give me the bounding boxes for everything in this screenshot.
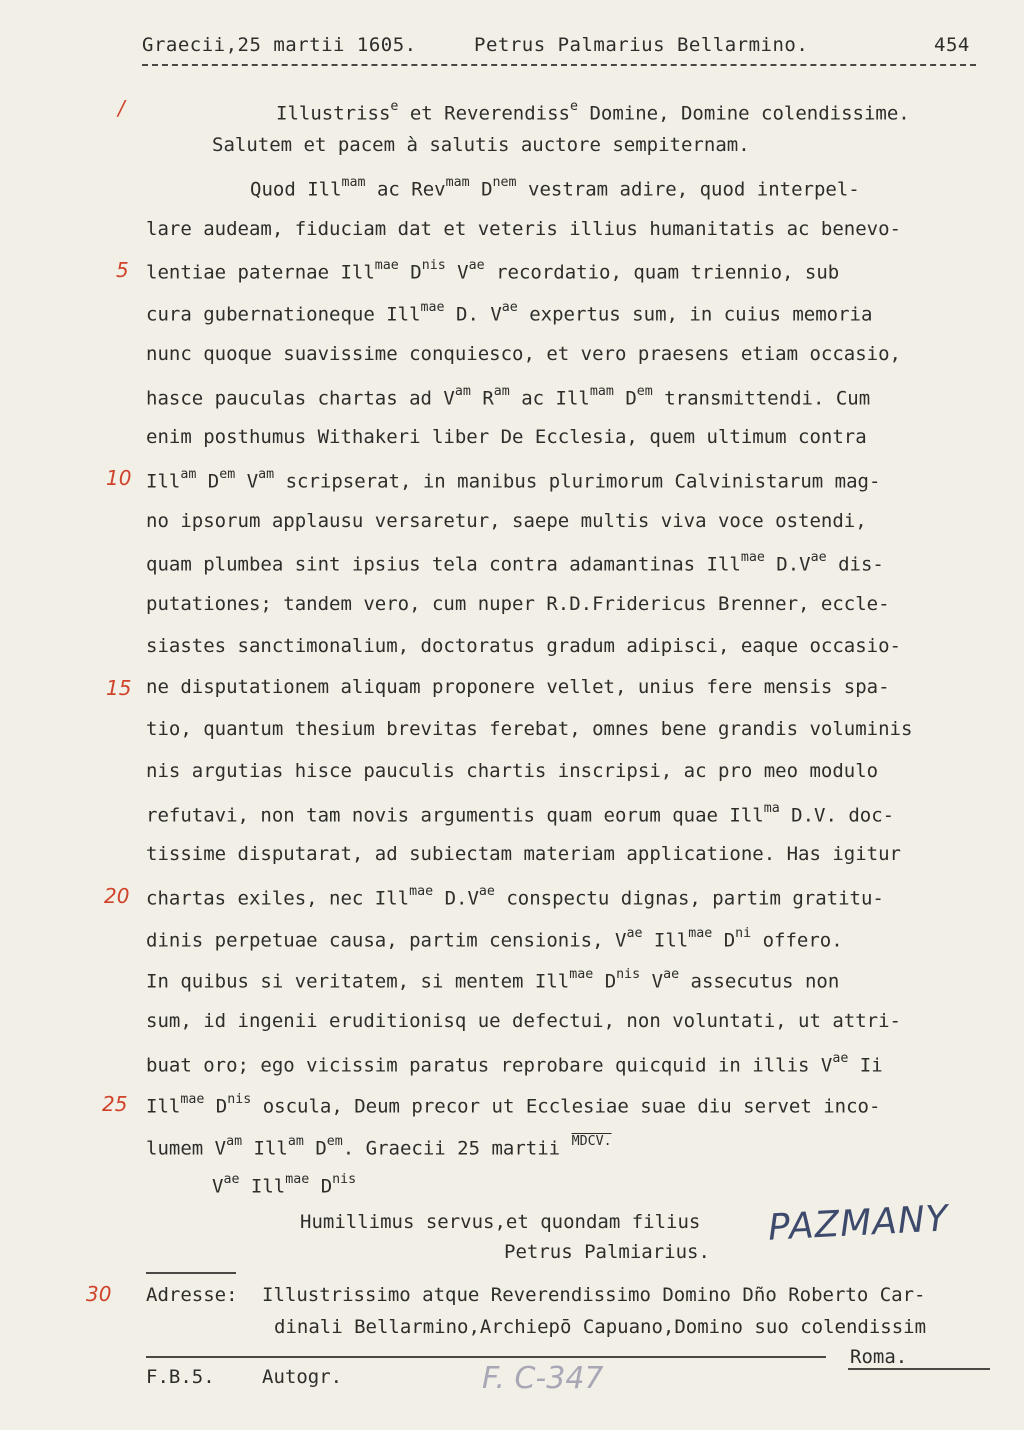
footer-ref: F.B.5. [146, 1366, 215, 1388]
body-line: Ill$^{am}$ $D^{em}$ $V^{am}$ scripserat, in manibus plurimorum Calvinistarum mag- [146, 467, 881, 493]
body-line: tio, quantum thesium brevitas ferebat, omnes bene grandis voluminis [146, 718, 913, 740]
body-line: ne disputationem aliquam proponere vellet, unius fere mensis spa- [146, 676, 890, 698]
address-line-2: dinali Bellarmino,Archiepō Capuano,Domino suo colendissim [274, 1316, 927, 1338]
body-line: refutavi, non tam novis argumentis quam eorum quae Ill$^{ma}$ D.V. doc- [146, 801, 895, 827]
header-dashed-rule [142, 64, 976, 66]
body-line: enim posthumus Withakeri liber De Ecclesia, quem ultimum contra [146, 426, 867, 448]
body-line: siastes sanctimonalium, doctoratus gradum adipisci, eaque occasio- [146, 635, 901, 657]
body-line: lumem $V^{am}$ Ill$^{am}$ $D^{em}$. Graecii 25 martii $^{MDCV.}$ [146, 1134, 612, 1160]
body-line: Quod Ill$^{mam}$ ac Rev$^{mam}$ $D^{nem}$ vestram adire, quod interpel- [250, 175, 860, 201]
closing-servus: Humillimus servus,et quondam filius [300, 1211, 701, 1233]
margin-number: 10 [106, 466, 132, 490]
body-line: In quibus si veritatem, si mentem Ill$^{mae}$ $D^{nis}$ $V^{ae}$ assecutus non [146, 967, 840, 993]
body-line: sum, id ingenii eruditionisq ue defectui, non voluntati, ut attri- [146, 1010, 901, 1032]
margin-number: / [118, 96, 125, 120]
body-line: quam plumbea sint ipsius tela contra adamantinas Ill$^{mae}$ $D.V^{ae}$ dis- [146, 550, 884, 576]
closing-formula: $V^{ae}$ Ill$^{mae}$ $D^{nis}$ [212, 1172, 357, 1198]
body-line: Ill$^{mae}$ $D^{nis}$ oscula, Deum precor ut Ecclesiae suae diu servet inco- [146, 1092, 881, 1118]
body-line: nunc quoque suavissime conquiesco, et vero praesens etiam occasio, [146, 343, 901, 365]
address-label: Adresse: [146, 1284, 238, 1306]
body-line: lare audeam, fiduciam dat et veteris illius humanitatis ac benevo- [146, 218, 901, 240]
salutation-line: Illustriss$^e$ et Reverendiss$^e$ Domine, Domine colendissime. [276, 99, 910, 125]
body-line: tissime disputarat, ad subiectam materiam applicatione. Has igitur [146, 843, 901, 865]
margin-number: 30 [86, 1282, 112, 1306]
header-correspondents: Petrus Palmarius Bellarmino. [474, 34, 809, 56]
body-line: cura gubernationeque Ill$^{mae}$ D. $V^{ae}$ expertus sum, in cuius memoria [146, 300, 873, 326]
body-line: dinis perpetuae causa, partim censionis, $V^{ae}$ Ill$^{mae}$ $D^{ni}$ offero. [146, 926, 843, 952]
margin-number: 5 [116, 258, 129, 282]
footer-rule [146, 1356, 826, 1358]
footer-type: Autogr. [262, 1366, 343, 1388]
handwritten-archive-ref: F. C-347 [482, 1361, 604, 1396]
body-line: chartas exiles, nec Ill$^{mae}$ $D.V^{ae}$ conspectu dignas, partim gratitu- [146, 884, 884, 910]
address-line-3: Roma. [850, 1346, 908, 1368]
body-line: putationes; tandem vero, cum nuper R.D.Fridericus Brenner, eccle- [146, 593, 890, 615]
address-rule [146, 1272, 236, 1274]
body-line: nis argutias hisce pauculis chartis inscripsi, ac pro meo modulo [146, 760, 879, 782]
margin-number: 20 [104, 884, 130, 908]
header-place-date: Graecii,25 martii 1605. [142, 34, 417, 56]
margin-number: 15 [106, 676, 132, 700]
margin-number: 25 [102, 1092, 128, 1116]
signature: Petrus Palmiarius. [504, 1241, 710, 1263]
roma-underline [848, 1368, 990, 1370]
body-line: lentiae paternae Ill$^{mae}$ $D^{nis}$ $V^{ae}$ recordatio, quam triennio, sub [146, 258, 840, 284]
address-line-1: Illustrissimo atque Reverendissimo Domino Dño Roberto Car- [262, 1284, 926, 1306]
handwritten-name: PAZMANY [767, 1198, 950, 1249]
salutation-greeting: Salutem et pacem à salutis auctore sempiternam. [212, 134, 750, 156]
body-line: hasce pauculas chartas ad $V^{am}$ $R^{am}$ ac Ill$^{mam}$ $D^{em}$ transmittendi. Cum [146, 384, 871, 410]
header-page-number: 454 [934, 34, 970, 56]
body-line: buat oro; ego vicissim paratus reprobare quicquid in illis $V^{ae}$ Ii [146, 1051, 883, 1077]
body-line: no ipsorum applausu versaretur, saepe multis viva voce ostendi, [146, 510, 867, 532]
